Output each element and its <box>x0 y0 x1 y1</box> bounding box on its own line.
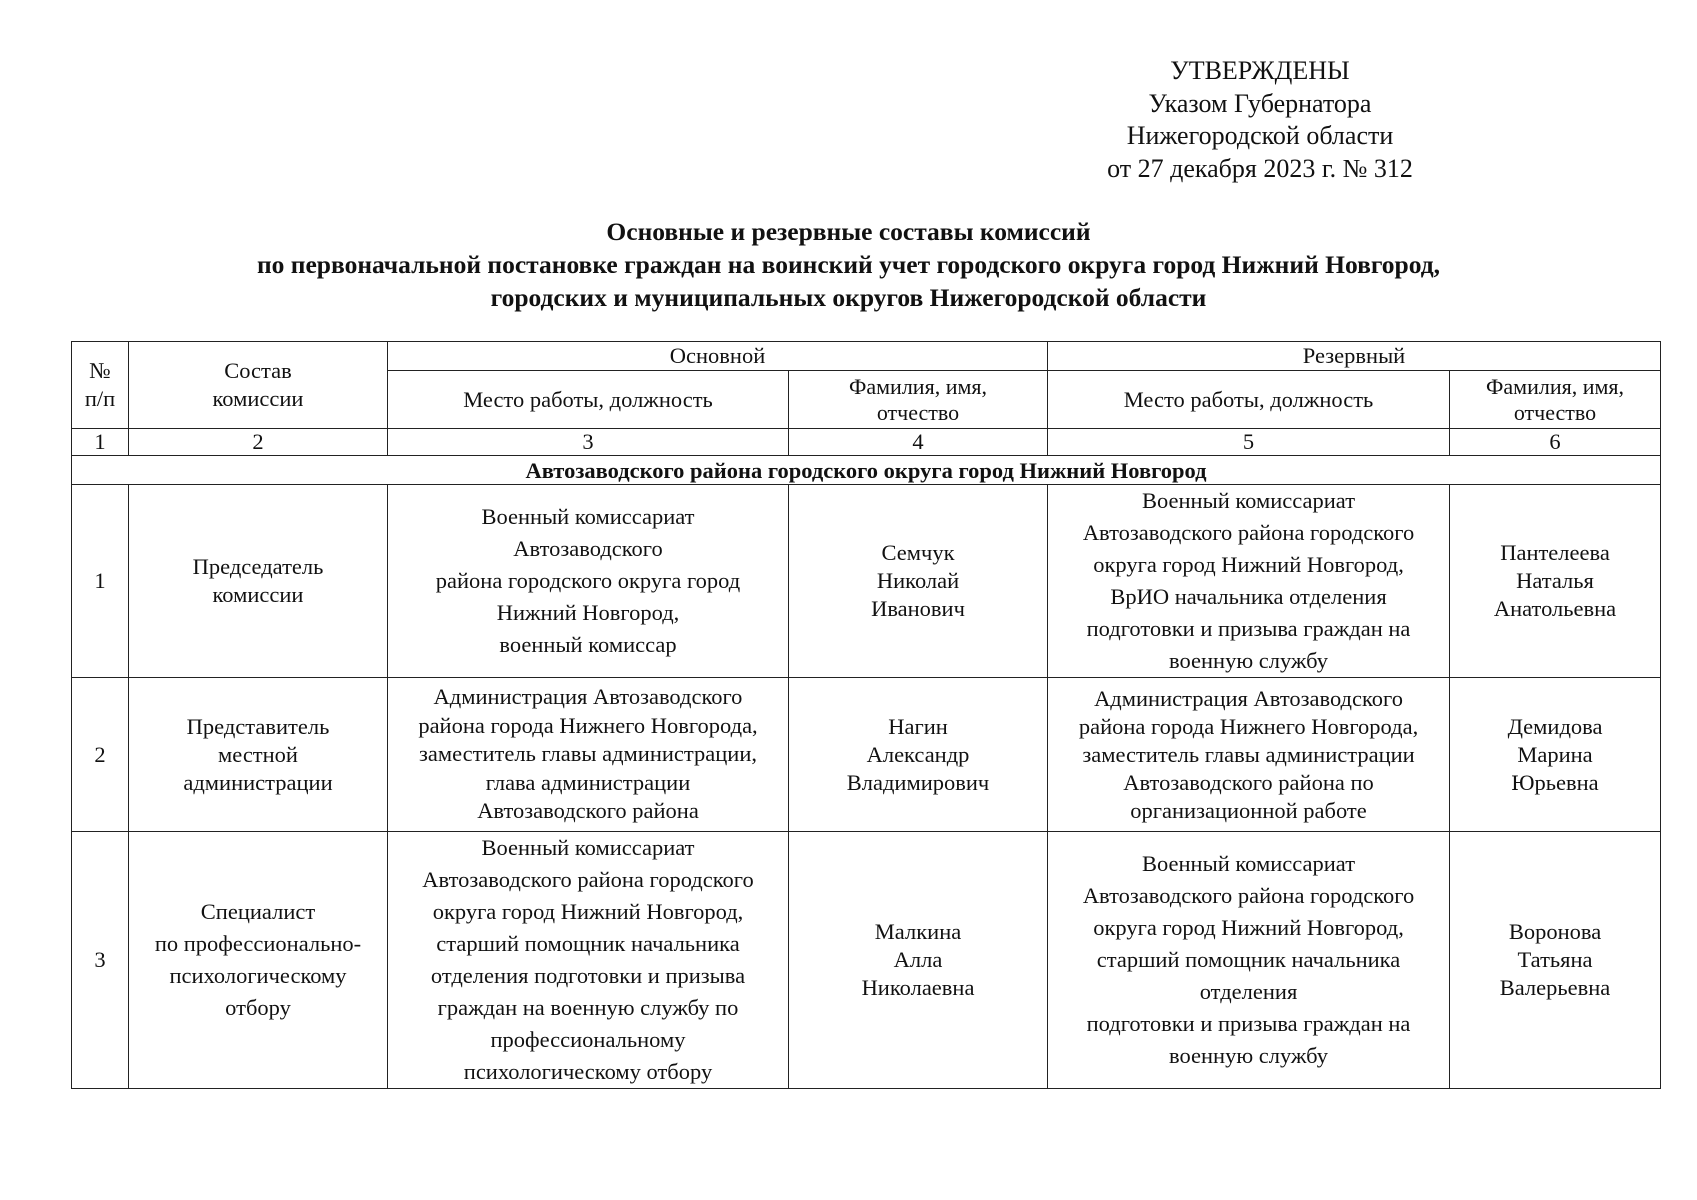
document-title <box>0 215 1697 314</box>
column-number: 3 <box>388 429 789 456</box>
workplace-line: глава администрации <box>485 769 691 795</box>
workplace-line: отделения подготовки и призыва <box>430 963 746 988</box>
approval-line: от 27 декабря 2023 г. № 312 <box>1107 153 1413 183</box>
header-row-top <box>72 342 1661 371</box>
workplace-line: Администрация Автозаводского <box>433 684 743 710</box>
title-line: по первоначальной постановке граждан на воинский учет городского округа город Нижний Новгород, <box>256 250 1441 279</box>
name-line: Демидова <box>1507 713 1603 739</box>
header-composition <box>129 342 388 429</box>
header-fio-line: отчество <box>876 399 960 425</box>
header-num <box>72 342 129 429</box>
table-row <box>72 832 1661 1089</box>
row-number: 3 <box>72 832 129 1089</box>
header-reserve-fio <box>1450 371 1661 429</box>
title-line: Основные и резервные составы комиссий <box>606 217 1091 246</box>
workplace-line: Автозаводского <box>513 536 663 561</box>
role-line: комиссии <box>212 582 304 607</box>
workplace-line: профессиональному <box>490 1027 686 1052</box>
name-line: Наталья <box>1516 568 1594 593</box>
workplace-line: ВрИО начальника отделения <box>1110 584 1387 609</box>
column-number: 5 <box>1048 429 1450 456</box>
header-reserve-workplace: Место работы, должность <box>1048 371 1450 429</box>
approval-line: Нижегородской области <box>1126 121 1394 150</box>
header-main: Основной <box>388 342 1048 371</box>
workplace-line: Автозаводского района <box>477 798 699 824</box>
name-line: Александр <box>866 741 970 767</box>
name-line: Воронова <box>1508 919 1602 944</box>
header-fio-line: отчество <box>1513 399 1597 425</box>
workplace-line: Автозаводского района по <box>1123 769 1374 795</box>
name-line: Владимирович <box>846 769 990 795</box>
name-line: Анатольевна <box>1493 596 1617 621</box>
header-main-fio <box>789 371 1048 429</box>
main-name <box>789 485 1048 678</box>
role-line: отбору <box>225 995 291 1020</box>
reserve-name <box>1450 485 1661 678</box>
main-workplace <box>388 485 789 678</box>
workplace-line: Автозаводского района городского <box>422 867 754 892</box>
column-number: 4 <box>789 429 1048 456</box>
column-number: 6 <box>1450 429 1661 456</box>
workplace-line: подготовки и призыва граждан на <box>1086 1011 1411 1036</box>
row-role <box>129 678 388 832</box>
header-num-line: № <box>89 358 111 383</box>
workplace-line: Автозаводского района городского <box>1082 883 1415 908</box>
name-line: Алла <box>893 947 943 972</box>
approval-line: УТВЕРЖДЕНЫ <box>1170 56 1350 85</box>
name-line: Пантелеева <box>1500 540 1610 565</box>
workplace-line: военный комиссар <box>499 632 677 657</box>
table-row <box>72 678 1661 832</box>
workplace-line: психологическому отбору <box>463 1059 713 1084</box>
header-reserve: Резервный <box>1048 342 1661 371</box>
workplace-line: Военный комиссариат <box>1141 851 1356 876</box>
reserve-workplace <box>1048 832 1450 1089</box>
commissions-table <box>71 341 1661 1089</box>
header-num-line: п/п <box>84 386 116 411</box>
name-line: Николай <box>876 568 960 593</box>
main-workplace <box>388 832 789 1089</box>
section-row <box>72 456 1661 485</box>
row-number: 1 <box>72 485 129 678</box>
header-composition-line: комиссии <box>212 386 304 411</box>
column-number: 1 <box>72 429 129 456</box>
workplace-line: округа город Нижний Новгород, <box>1093 915 1404 940</box>
workplace-line: организационной работе <box>1130 797 1367 823</box>
main-workplace <box>388 678 789 832</box>
workplace-line: Военный комиссариат <box>481 504 695 529</box>
reserve-workplace <box>1048 678 1450 832</box>
name-line: Марина <box>1517 741 1593 767</box>
section-title: Автозаводского района городского округа город Нижний Новгород <box>72 456 1661 485</box>
role-line: администрации <box>183 769 333 795</box>
name-line: Николаевна <box>861 975 975 1000</box>
workplace-line: граждан на военную службу по <box>437 995 739 1020</box>
role-line: местной <box>218 741 298 767</box>
main-name <box>789 832 1048 1089</box>
workplace-line: Администрация Автозаводского <box>1094 685 1403 711</box>
role-line: Представитель <box>186 713 330 739</box>
workplace-line: района города Нижнего Новгорода, <box>1078 713 1419 739</box>
header-composition-line: Состав <box>224 358 292 383</box>
workplace-line: военную службу <box>1169 1043 1329 1068</box>
approval-line: Указом Губернатора <box>1148 88 1372 118</box>
reserve-name <box>1450 832 1661 1089</box>
header-fio-line: Фамилия, имя, <box>848 373 988 399</box>
workplace-line: района городского округа город <box>435 568 741 593</box>
approval-stamp <box>1070 55 1450 185</box>
column-number-row <box>72 429 1661 456</box>
name-line: Нагин <box>888 713 948 739</box>
workplace-line: округа город Нижний Новгород, <box>432 899 744 924</box>
table-row <box>72 485 1661 678</box>
workplace-line: старший помощник начальника <box>1096 947 1401 972</box>
workplace-line: заместитель главы администрации, <box>419 741 757 767</box>
row-number: 2 <box>72 678 129 832</box>
workplace-line: военную службу <box>1169 648 1329 673</box>
name-line: Юрьевна <box>1511 769 1599 795</box>
header-fio-line: Фамилия, имя, <box>1486 373 1625 399</box>
workplace-line: Автозаводского района городского <box>1082 520 1415 545</box>
reserve-name <box>1450 678 1661 832</box>
header-main-workplace: Место работы, должность <box>388 371 789 429</box>
name-line: Семчук <box>881 540 955 565</box>
name-line: Валерьевна <box>1499 975 1611 1000</box>
workplace-line: отделения <box>1199 979 1298 1004</box>
workplace-line: подготовки и призыва граждан на <box>1086 616 1411 641</box>
role-line: по профессионально- <box>154 931 362 956</box>
workplace-line: Военный комиссариат <box>481 835 695 860</box>
row-role <box>129 485 388 678</box>
workplace-line: Нижний Новгород, <box>496 600 680 625</box>
workplace-line: заместитель главы администрации <box>1082 741 1415 767</box>
main-name <box>789 678 1048 832</box>
name-line: Малкина <box>874 919 962 944</box>
role-line: психологическому <box>169 963 347 988</box>
name-line: Иванович <box>871 596 965 621</box>
workplace-line: старший помощник начальника <box>436 931 740 956</box>
reserve-workplace <box>1048 485 1450 678</box>
name-line: Татьяна <box>1517 947 1593 972</box>
role-line: Специалист <box>200 899 316 924</box>
workplace-line: района города Нижнего Новгорода, <box>418 712 758 738</box>
workplace-line: Военный комиссариат <box>1141 488 1356 513</box>
row-role <box>129 832 388 1089</box>
workplace-line: округа город Нижний Новгород, <box>1093 552 1404 577</box>
title-line: городских и муниципальных округов Нижегородской области <box>490 283 1207 312</box>
role-line: Председатель <box>192 554 324 579</box>
column-number: 2 <box>129 429 388 456</box>
